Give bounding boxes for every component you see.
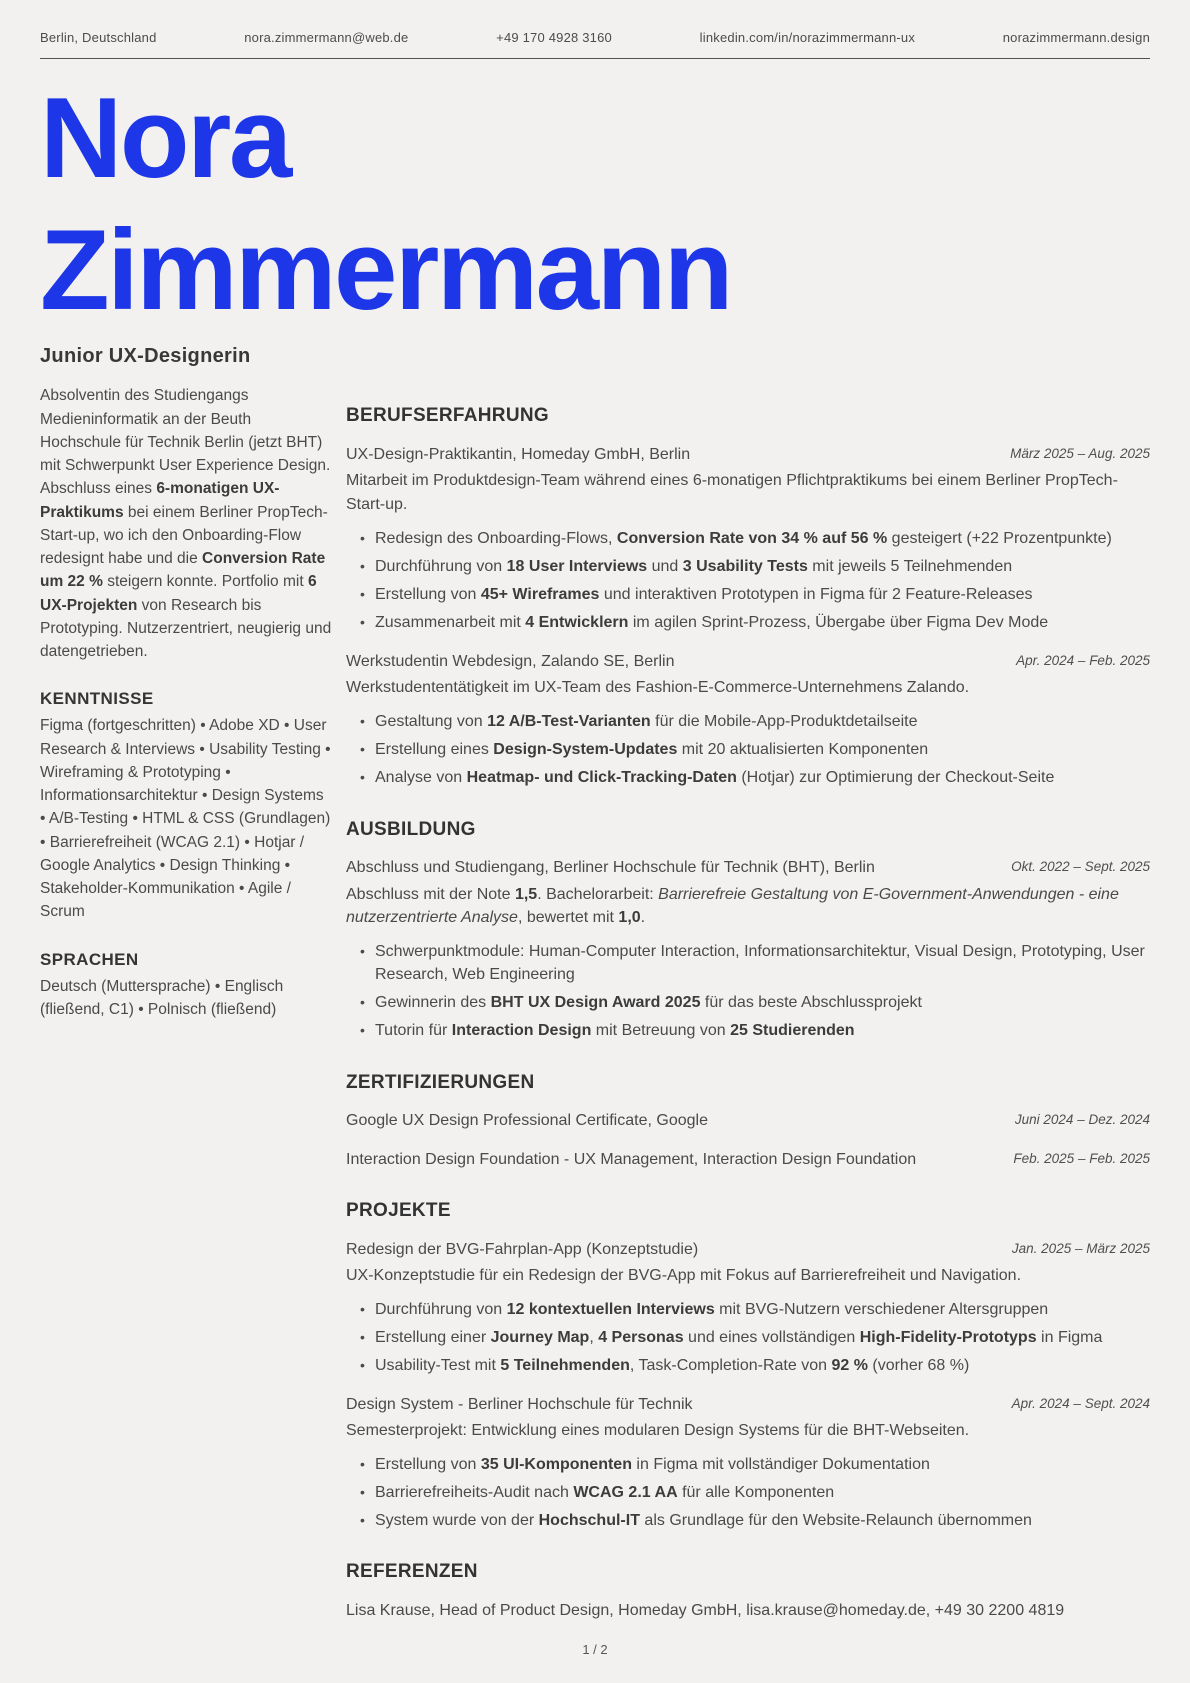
text-segment: Lisa Krause, Head of Product Design, Homeday GmbH, lisa.krause@homeday.de, +49 30 2200 4819 [346, 1602, 1065, 1620]
bullet-item [348, 583, 1150, 606]
section-heading: AUSBILDUNG [346, 818, 476, 840]
sections [346, 345, 1150, 1651]
entry [346, 856, 1150, 1042]
text-segment: 6 UX-Projekten [40, 573, 317, 614]
entry-bullets [348, 710, 1150, 790]
text-segment: Semesterprojekt: Entwicklung eines modularen Design Systems für die BHT-Webseiten. [346, 1421, 970, 1439]
entry-bullets [348, 1298, 1150, 1378]
entry-date: Juni 2024 – Dez. 2024 [1014, 1112, 1150, 1128]
text-segment: Barrierefreie Gestaltung von E-Government-Anwendungen - eine nutzerzentrierte Analyse [346, 885, 1119, 926]
text-segment: 92 % [831, 1357, 868, 1375]
text-segment: Journey Map [490, 1329, 590, 1347]
entry-description [346, 676, 1150, 699]
text-segment: Conversion Rate von 34 % auf 56 % [616, 529, 888, 547]
section-heading: BERUFSERFAHRUNG [346, 405, 549, 427]
section-projekte [346, 1200, 1150, 1533]
text-segment: 35 UI-Komponenten [480, 1455, 632, 1473]
header-divider [40, 58, 1150, 59]
entry-description [346, 1264, 1150, 1287]
text-segment: mit Betreuung von [591, 1022, 731, 1040]
text-segment: BHT UX Design Award 2025 [490, 994, 701, 1012]
entry-bullets [348, 527, 1150, 635]
entry-title: Werkstudentin Webdesign, Zalando SE, Berlin [346, 652, 675, 670]
text-segment: Absolventin des Studiengangs Medieninformatik an der Beuth Hochschule für Technik Berlin (jetzt BHT) mit Schwerpunkt User Experience Design. Abschluss eines [40, 387, 331, 498]
bullet-item [348, 1509, 1150, 1532]
entry [346, 1238, 1150, 1378]
text-segment: Analyse von [375, 769, 467, 787]
text-segment: und [647, 558, 683, 576]
text-segment: WCAG 2.1 AA [573, 1484, 678, 1502]
bullet-item [348, 1298, 1150, 1321]
text-segment: 12 A/B-Test-Varianten [487, 712, 651, 730]
bullet-item [348, 1453, 1150, 1476]
bullet-item [348, 766, 1150, 789]
text-segment: 3 Usability Tests [682, 558, 808, 576]
text-segment: (vorher 68 %) [867, 1357, 970, 1375]
entry-date: Apr. 2024 – Feb. 2025 [1016, 652, 1150, 668]
entry-title: Google UX Design Professional Certificate, Google [346, 1112, 708, 1130]
entry-description [346, 1599, 1150, 1622]
contact-location: Berlin, Deutschland [40, 30, 157, 45]
text-segment: Erstellung einer [375, 1329, 491, 1347]
section-ausbildung [346, 819, 1150, 1043]
text-segment: 25 Studierenden [730, 1022, 855, 1040]
bullet-item [348, 1354, 1150, 1377]
entry-title: Interaction Design Foundation - UX Management, Interaction Design Foundation [346, 1150, 917, 1168]
section-berufserfahrung [346, 405, 1150, 789]
text-segment: in Figma mit vollständiger Dokumentation [631, 1455, 930, 1473]
text-segment: Barrierefreiheits-Audit nach [375, 1484, 574, 1502]
text-segment: mit jeweils 5 Teilnehmenden [807, 558, 1013, 576]
text-segment: Hochschul-IT [538, 1512, 640, 1530]
entry-head [346, 856, 1150, 879]
candidate-last-name: Zimmermann [40, 207, 731, 335]
text-segment: mit 20 aktualisierten Komponenten [677, 741, 929, 759]
content-columns [40, 345, 1150, 1651]
bullet-item [348, 710, 1150, 733]
text-segment: Schwerpunktmodule: Human-Computer Interaction, Informationsarchitektur, Visual Design, Prototyping, User Research, Web Engineering [375, 942, 1145, 984]
entry-title: Abschluss und Studiengang, Berliner Hochschule für Technik (BHT), Berlin [346, 859, 875, 877]
text-segment: Mitarbeit im Produktdesign-Team während eines 6-monatigen Pflichtpraktikums bei einem Berliner PropTech-Start-up. [346, 472, 1118, 513]
text-segment: von Research bis Prototyping. Nutzerzentriert, neugierig und datengetrieben. [40, 596, 332, 661]
entry-bullets [348, 940, 1150, 1043]
text-segment: Interaction Design [451, 1022, 592, 1040]
text-segment: Erstellung von [375, 586, 481, 604]
bullet-item [348, 738, 1150, 761]
text-segment: Erstellung von [375, 1455, 481, 1473]
entry-date: Okt. 2022 – Sept. 2025 [1011, 859, 1150, 875]
text-segment: Redesign des Onboarding-Flows, [375, 529, 617, 547]
text-segment: Design-System-Updates [493, 741, 678, 759]
text-segment: 1,0 [618, 908, 641, 926]
text-segment: bei einem Berliner PropTech-Start-up, wo ich den Onboarding-Flow redesignt habe und die [40, 503, 328, 568]
text-segment: und interaktiven Prototypen in Figma für 2 Feature-Releases [599, 586, 1033, 604]
entry-description [346, 883, 1150, 929]
profile-text [40, 384, 332, 663]
entry-title: Design System - Berliner Hochschule für Technik [346, 1395, 693, 1413]
entry [346, 650, 1150, 790]
section-heading: PROJEKTE [346, 1199, 451, 1221]
left-column [40, 345, 332, 1651]
text-segment: steigern konnte. Portfolio mit [102, 573, 308, 591]
entry-head [346, 1148, 1150, 1171]
text-segment: Erstellung eines [375, 741, 494, 759]
text-segment: System wurde von der [375, 1512, 539, 1530]
text-segment: , bewertet mit [517, 908, 619, 926]
text-segment: und eines vollständigen [683, 1329, 860, 1347]
page-number: 1 / 2 [582, 1642, 608, 1657]
contact-bar [40, 30, 1150, 58]
contact-email-link[interactable]: nora.zimmermann@web.de [244, 30, 409, 45]
entry-bullets [348, 1453, 1150, 1533]
text-segment: als Grundlage für den Website-Relaunch übernommen [639, 1512, 1032, 1530]
section-referenzen [346, 1561, 1150, 1622]
entry-title: UX-Design-Praktikantin, Homeday GmbH, Berlin [346, 446, 691, 464]
entry-date: Feb. 2025 – Feb. 2025 [1013, 1150, 1150, 1166]
bullet-item [348, 611, 1150, 634]
bullet-item [348, 991, 1150, 1014]
entry [346, 443, 1150, 634]
bullet-item [348, 1481, 1150, 1504]
entry-description [346, 1419, 1150, 1442]
text-segment: in Figma [1036, 1329, 1103, 1347]
entry-date: Jan. 2025 – März 2025 [1011, 1240, 1150, 1256]
text-segment: (Hotjar) zur Optimierung der Checkout-Seite [736, 769, 1055, 787]
entry [346, 1599, 1150, 1622]
bullet-item [348, 527, 1150, 550]
text-segment: Heatmap- und Click-Tracking-Daten [466, 769, 737, 787]
text-segment: Werkstudententätigkeit im UX-Team des Fashion-E-Commerce-Unternehmens Zalando. [346, 678, 970, 696]
text-segment: 18 User Interviews [506, 558, 648, 576]
text-segment: gesteigert (+22 Prozentpunkte) [887, 529, 1112, 547]
bullet-item [348, 1019, 1150, 1042]
entry-head [346, 1238, 1150, 1261]
text-segment: Usability-Test mit [375, 1357, 501, 1375]
entry-head [346, 1109, 1150, 1132]
languages-list: Deutsch (Muttersprache) • Englisch (fließend, C1) • Polnisch (fließend) [40, 977, 284, 1018]
entry-title: Redesign der BVG-Fahrplan-App (Konzeptstudie) [346, 1240, 699, 1258]
text-segment: Durchführung von [375, 1300, 507, 1318]
text-segment: , Task-Completion-Rate von [629, 1357, 832, 1375]
entry-head [346, 443, 1150, 466]
languages-heading: SPRACHEN [40, 949, 139, 969]
text-segment: für alle Komponenten [677, 1484, 835, 1502]
text-segment: Tutorin für [375, 1022, 452, 1040]
skills-list: Figma (fortgeschritten) • Adobe XD • User Research & Interviews • Usability Testing • Wireframing & Prototyping • Informationsarchitektur • Design Systems • A/B-Testing • HTML & CSS (Grundlagen) • Barrierefreiheit (WCAG 2.1) • Hotjar / Google Analytics • Design Thinking • Stakeholder-Kommunikation • Agile / Scrum [40, 717, 331, 921]
text-segment: mit BVG-Nutzern verschiedener Altersgruppen [714, 1300, 1049, 1318]
text-segment: UX-Konzeptstudie für ein Redesign der BVG-App mit Fokus auf Barrierefreiheit und Navigation. [346, 1266, 1022, 1284]
text-segment: Gestaltung von [375, 712, 488, 730]
section-heading: ZERTIFIZIERUNGEN [346, 1071, 535, 1093]
bullet-item [348, 555, 1150, 578]
text-segment: , [589, 1329, 599, 1347]
text-segment: 6-monatigen UX-Praktikums [40, 480, 280, 521]
contact-linkedin-link[interactable]: linkedin.com/in/norazimmermann-ux [699, 30, 916, 45]
skills-heading: KENNTNISSE [40, 689, 154, 709]
text-segment: für das beste Abschlussprojekt [700, 994, 922, 1012]
text-segment: für die Mobile-App-Produktdetailseite [650, 712, 918, 730]
entry-head [346, 1393, 1150, 1416]
text-segment: High-Fidelity-Prototyps [859, 1329, 1037, 1347]
section-zertifizierungen [346, 1072, 1150, 1171]
text-segment: 4 Entwicklern [525, 614, 629, 632]
entry [346, 1109, 1150, 1132]
contact-phone: +49 170 4928 3160 [496, 30, 612, 45]
text-segment: 1,5 [514, 885, 538, 903]
entry [346, 1148, 1150, 1171]
text-segment: Durchführung von [375, 558, 507, 576]
entry-head [346, 650, 1150, 673]
text-segment: Gewinnerin des [375, 994, 491, 1012]
text-segment: Conversion Rate um 22 % [40, 550, 326, 591]
text-segment: Zusammenarbeit mit [375, 614, 526, 632]
text-segment: im agilen Sprint-Prozess, Übergabe über Figma Dev Mode [628, 614, 1049, 632]
section-heading: REFERENZEN [346, 1561, 478, 1583]
bullet-item [348, 1326, 1150, 1349]
text-segment: 5 Teilnehmenden [500, 1357, 630, 1375]
entry-date: März 2025 – Aug. 2025 [1010, 446, 1150, 462]
text-segment: . [640, 908, 646, 926]
text-segment: 4 Personas [598, 1329, 684, 1347]
job-title: Junior UX-Designerin [40, 345, 251, 368]
contact-website-link[interactable]: norazimmermann.design [1002, 30, 1150, 45]
bullet-item [348, 940, 1150, 986]
entry-date: Apr. 2024 – Sept. 2024 [1011, 1395, 1150, 1411]
entry [346, 1393, 1150, 1533]
text-segment: Abschluss mit der Note [346, 885, 515, 903]
candidate-name [40, 73, 1150, 337]
entry-description [346, 469, 1150, 515]
text-segment: 12 kontextuellen Interviews [506, 1300, 715, 1318]
candidate-first-name: Nora [40, 75, 290, 202]
text-segment: 45+ Wireframes [480, 586, 600, 604]
text-segment: . Bachelorarbeit: [537, 885, 659, 903]
